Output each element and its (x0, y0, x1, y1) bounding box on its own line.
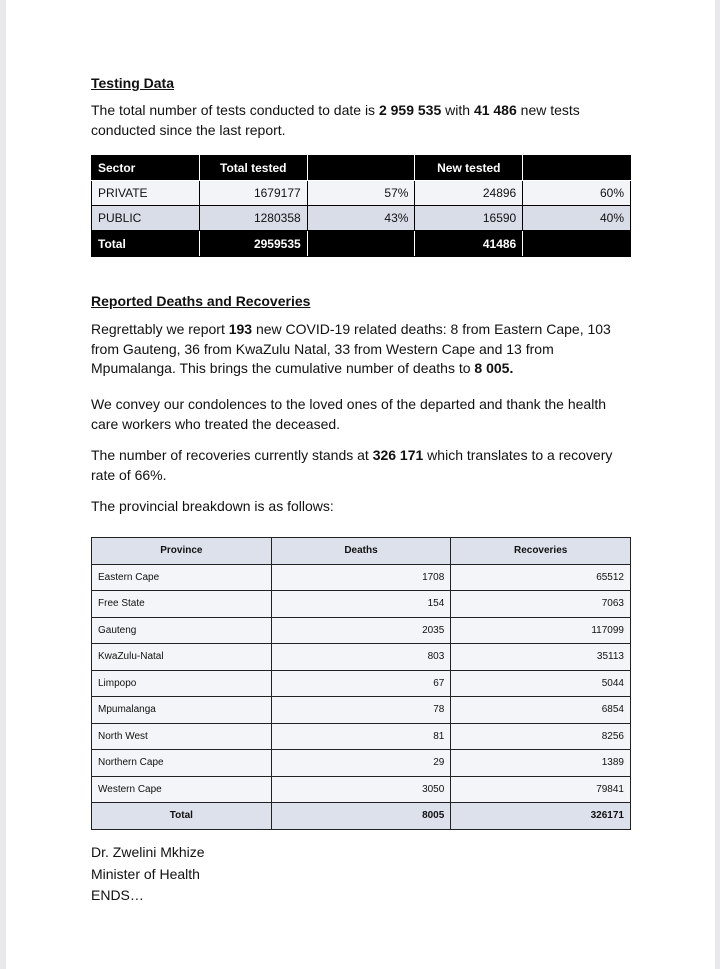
condolences-paragraph: We convey our condolences to the loved ones of the departed and thank the health care workers who treated the deceased. (91, 396, 606, 432)
testing-text-3: new tests conducted since the last report. (91, 102, 580, 138)
new-pct-cell: 60% (523, 181, 631, 206)
recoveries-cell: 8256 (451, 723, 631, 750)
table-row (92, 206, 631, 231)
new-cell: 16590 (415, 206, 523, 231)
total-recoveries-cell: 326171 (451, 803, 631, 830)
signature-name: Dr. Zwelini Mkhize (91, 844, 205, 860)
deaths-cell: 3050 (271, 776, 451, 803)
recoveries-cell: 35113 (451, 644, 631, 671)
deaths-cell: 78 (271, 697, 451, 724)
province-cell: Gauteng (92, 617, 272, 644)
deaths-paragraph (91, 320, 636, 379)
recoveries-cell: 7063 (451, 591, 631, 618)
deaths-cell: 1708 (271, 564, 451, 591)
province-cell: Mpumalanga (92, 697, 272, 724)
empty-cell (523, 231, 631, 257)
recoveries-cell: 6854 (451, 697, 631, 724)
table-row (92, 723, 631, 750)
sector-cell: PUBLIC (92, 206, 200, 231)
new-cell: 24896 (415, 181, 523, 206)
sector-cell: PRIVATE (92, 181, 200, 206)
testing-text-1: The total number of tests conducted to date is (91, 102, 379, 118)
deaths-cell: 154 (271, 591, 451, 618)
testing-table-header (92, 156, 631, 181)
testing-total-row (92, 231, 631, 257)
table-row (92, 750, 631, 777)
deaths-cell: 2035 (271, 617, 451, 644)
province-cell: Northern Cape (92, 750, 272, 777)
new-pct-cell: 40% (523, 206, 631, 231)
table-row (92, 617, 631, 644)
ends-marker: ENDS… (91, 887, 144, 903)
empty-cell (307, 231, 415, 257)
recoveries-cell: 79841 (451, 776, 631, 803)
header-total-pct (307, 156, 415, 181)
recoveries-text-2: which translates to a recovery rate of 66%. (91, 447, 613, 483)
deaths-cell: 67 (271, 670, 451, 697)
province-cell: Eastern Cape (92, 564, 272, 591)
header-sector: Sector (92, 156, 200, 181)
deaths-text-1: Regrettably we report (91, 321, 229, 337)
testing-text-2: with (441, 102, 474, 118)
testing-table (91, 155, 631, 257)
recoveries-cell: 117099 (451, 617, 631, 644)
table-row (92, 670, 631, 697)
recoveries-text-1: The number of recoveries currently stands at (91, 447, 373, 463)
provincial-table (91, 537, 631, 830)
total-tested-cell: 2959535 (199, 231, 307, 257)
header-recoveries: Recoveries (451, 538, 631, 565)
deaths-cell: 29 (271, 750, 451, 777)
deaths-heading: Reported Deaths and Recoveries (91, 293, 311, 309)
recoveries-cell: 5044 (451, 670, 631, 697)
signature-title: Minister of Health (91, 866, 200, 882)
province-cell: Western Cape (92, 776, 272, 803)
recoveries-cell: 65512 (451, 564, 631, 591)
total-cell: 1280358 (199, 206, 307, 231)
testing-summary (91, 101, 636, 140)
province-cell: Free State (92, 591, 272, 618)
header-deaths: Deaths (271, 538, 451, 565)
table-row (92, 644, 631, 671)
total-label-cell: Total (92, 231, 200, 257)
testing-data-heading: Testing Data (91, 75, 174, 91)
table-row (92, 697, 631, 724)
table-row (92, 591, 631, 618)
provincial-total-row (92, 803, 631, 830)
province-cell: KwaZulu-Natal (92, 644, 272, 671)
total-new-cell: 41486 (415, 231, 523, 257)
province-cell: North West (92, 723, 272, 750)
table-row (92, 181, 631, 206)
total-pct-cell: 57% (307, 181, 415, 206)
table-row (92, 564, 631, 591)
total-pct-cell: 43% (307, 206, 415, 231)
deaths-text-2: new COVID-19 related deaths: 8 from Eastern Cape, 103 from Gauteng, 36 from KwaZulu Natal, 33 from Western Cape and 13 from Mpumalanga. This brings the cumulative number of deaths to (91, 321, 611, 376)
header-new-pct (523, 156, 631, 181)
deaths-cell: 81 (271, 723, 451, 750)
new-deaths-value: 193 (228, 321, 253, 337)
table-row (92, 776, 631, 803)
total-cell: 1679177 (199, 181, 307, 206)
recoveries-cell: 1389 (451, 750, 631, 777)
breakdown-intro: The provincial breakdown is as follows: (91, 498, 334, 514)
header-new-tested: New tested (415, 156, 523, 181)
deaths-cell: 803 (271, 644, 451, 671)
province-cell: Limpopo (92, 670, 272, 697)
recoveries-paragraph (91, 446, 636, 485)
recoveries-value: 326 171 (372, 447, 424, 463)
header-total-tested: Total tested (199, 156, 307, 181)
cumulative-deaths-value: 8 005. (474, 360, 514, 376)
header-province: Province (92, 538, 272, 565)
document-page (6, 0, 715, 969)
total-label-cell: Total (92, 803, 272, 830)
total-deaths-cell: 8005 (271, 803, 451, 830)
provincial-table-header (92, 538, 631, 565)
new-tests-value: 41 486 (473, 102, 517, 118)
total-tests-value: 2 959 535 (378, 102, 442, 118)
